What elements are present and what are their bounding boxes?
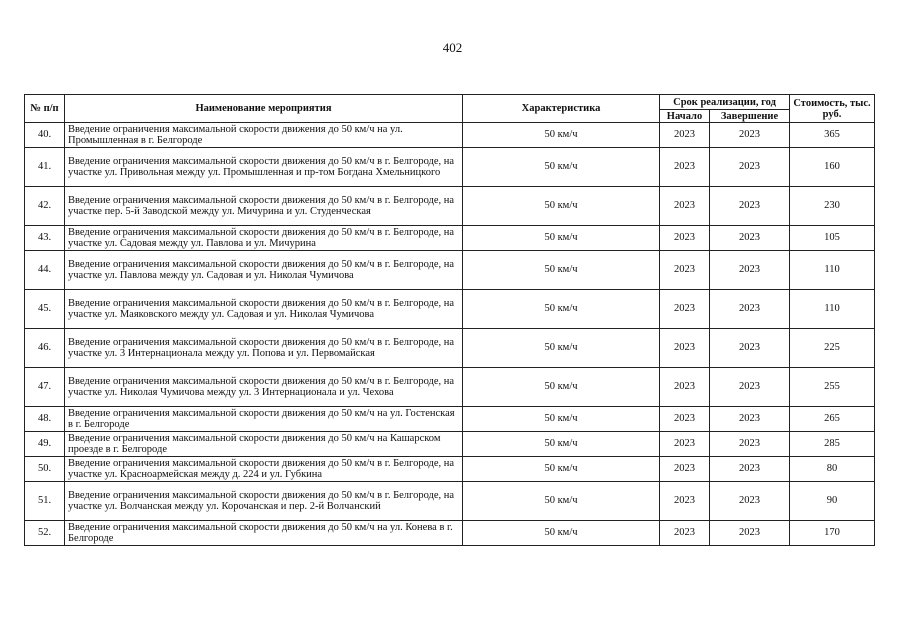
end-year-cell: 2023: [710, 457, 790, 482]
characteristic-cell: 50 км/ч: [463, 187, 660, 226]
row-number: 43.: [25, 226, 65, 251]
table-row: [25, 226, 875, 251]
row-number: 46.: [25, 329, 65, 368]
start-year-cell: 2023: [660, 226, 710, 251]
measure-name: Введение ограничения максимальной скорости движения до 50 км/ч на ул. Конева в г. Белгороде: [65, 521, 463, 546]
end-year-cell: 2023: [710, 148, 790, 187]
start-year-cell: 2023: [660, 251, 710, 290]
header-end: Завершение: [710, 110, 790, 123]
row-number: 47.: [25, 368, 65, 407]
start-year-cell: 2023: [660, 407, 710, 432]
row-number: 41.: [25, 148, 65, 187]
start-year-cell: 2023: [660, 329, 710, 368]
header-period: Срок реализации, год: [660, 95, 790, 110]
table-row: [25, 251, 875, 290]
start-year-cell: 2023: [660, 432, 710, 457]
measure-name: Введение ограничения максимальной скорости движения до 50 км/ч на Кашарском проезде в г. Белгороде: [65, 432, 463, 457]
end-year-cell: 2023: [710, 432, 790, 457]
cost-cell: 285: [790, 432, 875, 457]
characteristic-cell: 50 км/ч: [463, 226, 660, 251]
measure-name: Введение ограничения максимальной скорости движения до 50 км/ч в г. Белгороде, на участке ул. Волчанская между ул. Корочанская и пер. 2-й Волчанский: [65, 482, 463, 521]
header-start: Начало: [660, 110, 710, 123]
characteristic-cell: 50 км/ч: [463, 482, 660, 521]
start-year-cell: 2023: [660, 123, 710, 148]
cost-cell: 170: [790, 521, 875, 546]
measures-table: [24, 94, 875, 546]
characteristic-cell: 50 км/ч: [463, 123, 660, 148]
row-number: 40.: [25, 123, 65, 148]
cost-cell: 110: [790, 251, 875, 290]
table-row: [25, 368, 875, 407]
table-body: [25, 123, 875, 546]
characteristic-cell: 50 км/ч: [463, 329, 660, 368]
end-year-cell: 2023: [710, 251, 790, 290]
characteristic-cell: 50 км/ч: [463, 148, 660, 187]
header-characteristic: Характеристика: [463, 95, 660, 123]
measure-name: Введение ограничения максимальной скорости движения до 50 км/ч в г. Белгороде, на участке ул. Красноармейская между д. 224 и ул. Губкина: [65, 457, 463, 482]
cost-cell: 105: [790, 226, 875, 251]
cost-cell: 230: [790, 187, 875, 226]
table-row: [25, 457, 875, 482]
row-number: 42.: [25, 187, 65, 226]
end-year-cell: 2023: [710, 521, 790, 546]
measure-name: Введение ограничения максимальной скорости движения до 50 км/ч в г. Белгороде, на участке ул. Маяковского между ул. Садовая и ул. Николая Чумичова: [65, 290, 463, 329]
characteristic-cell: 50 км/ч: [463, 457, 660, 482]
characteristic-cell: 50 км/ч: [463, 368, 660, 407]
characteristic-cell: 50 км/ч: [463, 432, 660, 457]
row-number: 50.: [25, 457, 65, 482]
end-year-cell: 2023: [710, 329, 790, 368]
characteristic-cell: 50 км/ч: [463, 521, 660, 546]
row-number: 45.: [25, 290, 65, 329]
end-year-cell: 2023: [710, 368, 790, 407]
measure-name: Введение ограничения максимальной скорости движения до 50 км/ч в г. Белгороде, на участке ул. Павлова между ул. Садовая и ул. Николая Чумичова: [65, 251, 463, 290]
cost-cell: 160: [790, 148, 875, 187]
cost-cell: 80: [790, 457, 875, 482]
measure-name: Введение ограничения максимальной скорости движения до 50 км/ч в г. Белгороде, на участке ул. Николая Чумичова между ул. 3 Интернационала и ул. Чехова: [65, 368, 463, 407]
end-year-cell: 2023: [710, 187, 790, 226]
characteristic-cell: 50 км/ч: [463, 290, 660, 329]
header-name: Наименование мероприятия: [65, 95, 463, 123]
measure-name: Введение ограничения максимальной скорости движения до 50 км/ч на ул. Промышленная в г. Белгороде: [65, 123, 463, 148]
end-year-cell: 2023: [710, 407, 790, 432]
start-year-cell: 2023: [660, 290, 710, 329]
start-year-cell: 2023: [660, 148, 710, 187]
table-row: [25, 407, 875, 432]
measure-name: Введение ограничения максимальной скорости движения до 50 км/ч в г. Белгороде, на участке ул. Привольная между ул. Промышленная и пр-том Богдана Хмельницкого: [65, 148, 463, 187]
cost-cell: 110: [790, 290, 875, 329]
end-year-cell: 2023: [710, 290, 790, 329]
end-year-cell: 2023: [710, 482, 790, 521]
cost-cell: 90: [790, 482, 875, 521]
row-number: 51.: [25, 482, 65, 521]
page-number: 402: [442, 40, 463, 55]
header-cost: Стоимость, тыс. руб.: [790, 95, 875, 123]
start-year-cell: 2023: [660, 482, 710, 521]
characteristic-cell: 50 км/ч: [463, 251, 660, 290]
measure-name: Введение ограничения максимальной скорости движения до 50 км/ч в г. Белгороде, на участке ул. 3 Интернационала между ул. Попова и ул. Первомайская: [65, 329, 463, 368]
table-row: [25, 187, 875, 226]
table-row: [25, 148, 875, 187]
table-row: [25, 290, 875, 329]
table-row: [25, 521, 875, 546]
start-year-cell: 2023: [660, 187, 710, 226]
measure-name: Введение ограничения максимальной скорости движения до 50 км/ч на ул. Гостенская в г. Белгороде: [65, 407, 463, 432]
row-number: 52.: [25, 521, 65, 546]
table-row: [25, 123, 875, 148]
row-number: 44.: [25, 251, 65, 290]
header-num: № п/п: [25, 95, 65, 123]
measure-name: Введение ограничения максимальной скорости движения до 50 км/ч в г. Белгороде, на участке пер. 5-й Заводской между ул. Мичурина и ул. Студенческая: [65, 187, 463, 226]
table-row: [25, 482, 875, 521]
row-number: 49.: [25, 432, 65, 457]
cost-cell: 265: [790, 407, 875, 432]
characteristic-cell: 50 км/ч: [463, 407, 660, 432]
end-year-cell: 2023: [710, 123, 790, 148]
start-year-cell: 2023: [660, 521, 710, 546]
cost-cell: 365: [790, 123, 875, 148]
cost-cell: 225: [790, 329, 875, 368]
measure-name: Введение ограничения максимальной скорости движения до 50 км/ч в г. Белгороде, на участке ул. Садовая между ул. Павлова и ул. Мичурина: [65, 226, 463, 251]
cost-cell: 255: [790, 368, 875, 407]
row-number: 48.: [25, 407, 65, 432]
start-year-cell: 2023: [660, 368, 710, 407]
table-row: [25, 432, 875, 457]
table-row: [25, 329, 875, 368]
end-year-cell: 2023: [710, 226, 790, 251]
start-year-cell: 2023: [660, 457, 710, 482]
